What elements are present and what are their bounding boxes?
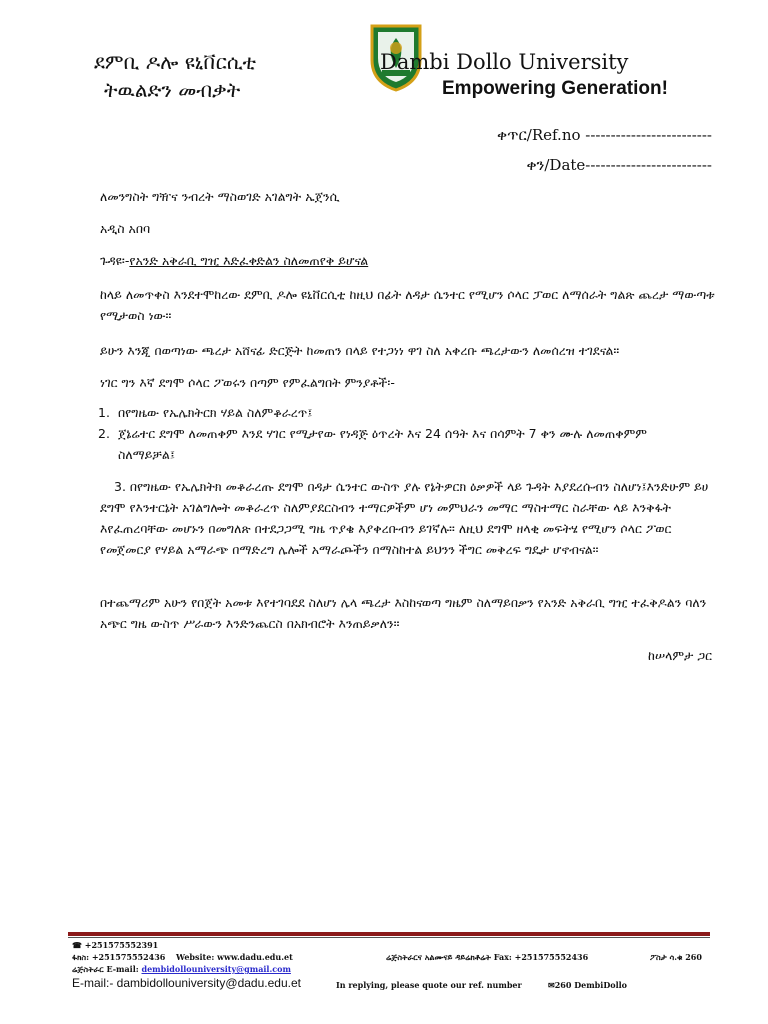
footer-email-link[interactable]: dembidollouniversity@gmail.com: [141, 964, 291, 974]
recipient-line-2: አዲስ አበባ: [100, 221, 151, 236]
closing-salutation: ከሠላምታ ጋር: [648, 648, 712, 663]
subject-prefix: ጉዳዩ፡-: [100, 253, 130, 268]
subject-line: [100, 250, 720, 271]
footer-website: Website: www.dadu.edu.et: [176, 952, 293, 962]
footer-registrar-fax: ሬጅስትራርና አልሙናይ ዳይሬክቶሬት Fax: +251575552436: [386, 952, 589, 962]
footer-email-row: [72, 964, 291, 975]
list-item: 1. በየግዜው የኤሌክትርክ ሃይል ስለምቆራረጥ፤: [98, 405, 313, 420]
paragraph-1: ከላይ ለመጥቀስ እንደተሞከረው ደምቢ ዶሎ ዩኒቨርሲቲ ከዚህ በፊት ለዳታ ሴንተር የሚሆን ሶላር ፓወር ለማሰራት ግልጽ ጨረታ ማውጣቱ የሚታወስ ነው።: [100, 287, 715, 323]
recipient-line-1: ለመንግስት ግዥና ንብረት ማስወገድ አገልግት ኤጀንሲ: [100, 189, 340, 204]
reasons-list: [98, 402, 698, 465]
footer-reply-note: In replying, please quote our ref. number: [336, 980, 522, 990]
english-motto: Empowering Generation!: [442, 78, 668, 99]
footer-divider: [68, 932, 710, 936]
amharic-university-name: ደምቢ ዶሎ ዩኒቨርሲቲ: [94, 50, 257, 74]
footer-divider-thin: [68, 937, 710, 938]
footer-phone: ☎ +251575552391: [72, 940, 159, 950]
footer-fax: ፋክስ: +251575552436: [72, 952, 166, 962]
date-line: ቀን/Date-------------------------: [526, 156, 712, 174]
footer-email-prefix: ሬጅስትራር E-mail:: [72, 964, 139, 974]
english-university-name: Dambi Dollo University: [380, 50, 629, 74]
footer-main-email: E-mail:- dambidollouniversity@dadu.edu.et: [72, 976, 301, 990]
paragraph-4: 3. በየግዜው የኤሌክትክ መቆራረጡ ደግሞ በዳታ ሴንተር ውስጥ ያሉ የኔትዎርክ ዕቃዎች ላይ ጉዳት እያደረሱብን ስለሆነ፤እንድሁም ይሀ ደግሞ የእንተርኔት አገልግሎት መቆራረጥ ስለምያደርስብን ተማርዎችም ሆነ መምህራን መማር ማስተማር ስራቸው ላይ እንቅፋት እየፈጠረባቸው መሆኑን በመግለጽ በተደጋጋሚ ግዜ ጥያቄ እያቀረቡብን ይገኛሉ። ለዚህ ደግሞ ዘላቂ መፍትሄ የሚሆን ሶላር ፖወር የመጀመርያ የሃይል አማራጭ በማድረግ ሌሎች አማራጮችን በማስከተል ይህንን ችግር መቅረፍ ግዴታ ሆኖብናል።: [100, 479, 709, 557]
subject-text: የአንድ አቅራቢ ግዢ እድፈቀድልን ስለመጠየቅ ይሆናል: [129, 253, 369, 268]
footer-pobox: ፖስታ ሳ.ቁ 260: [650, 952, 702, 962]
reference-number-line: ቀጥር/Ref.no -------------------------: [497, 126, 712, 144]
paragraph-2: ይሁን እንጂ በወጣነው ጫረታ አሸናፊ ድርጅት ከመጠን በላይ የተጋነነ ዋገ ስለ አቀረቡ ጫረታውን ለመሰረዝ ተገደናል።: [100, 343, 620, 358]
paragraph-5: በተጨማሪም አሁን የበጀት አመቱ እየተገባደደ ስለሆነ ሌላ ጫረታ እስከናወጣ ግዜም ስለማይበቃን የአንድ አቅራቢ ግዢ ተፈቅዶልን ባለን አጭር ግዜ ውስጥ ሥራውን እንድንጨርስ በአክብሮት እንጠይቃለን።: [100, 595, 707, 631]
amharic-motto: ትዉልድን መብቃት: [104, 78, 241, 102]
paragraph-3: ነገር ግን እኛ ደግሞ ሶላር ፖወሩን በጣም የምፈልግበት ምንያቶች፡-: [100, 375, 395, 390]
list-item: 2. ጀኔሬተር ደግሞ ለመጠቀም እንደ ሃገር የሚታየው የነዳጅ ዕጥረት እና 24 ሰዓት እና በሳምት 7 ቀን ሙሉ ለመጠቀምም ስለማይቻል፤: [98, 426, 647, 462]
footer-pobox-en: ✉260 DembiDollo: [548, 980, 627, 990]
